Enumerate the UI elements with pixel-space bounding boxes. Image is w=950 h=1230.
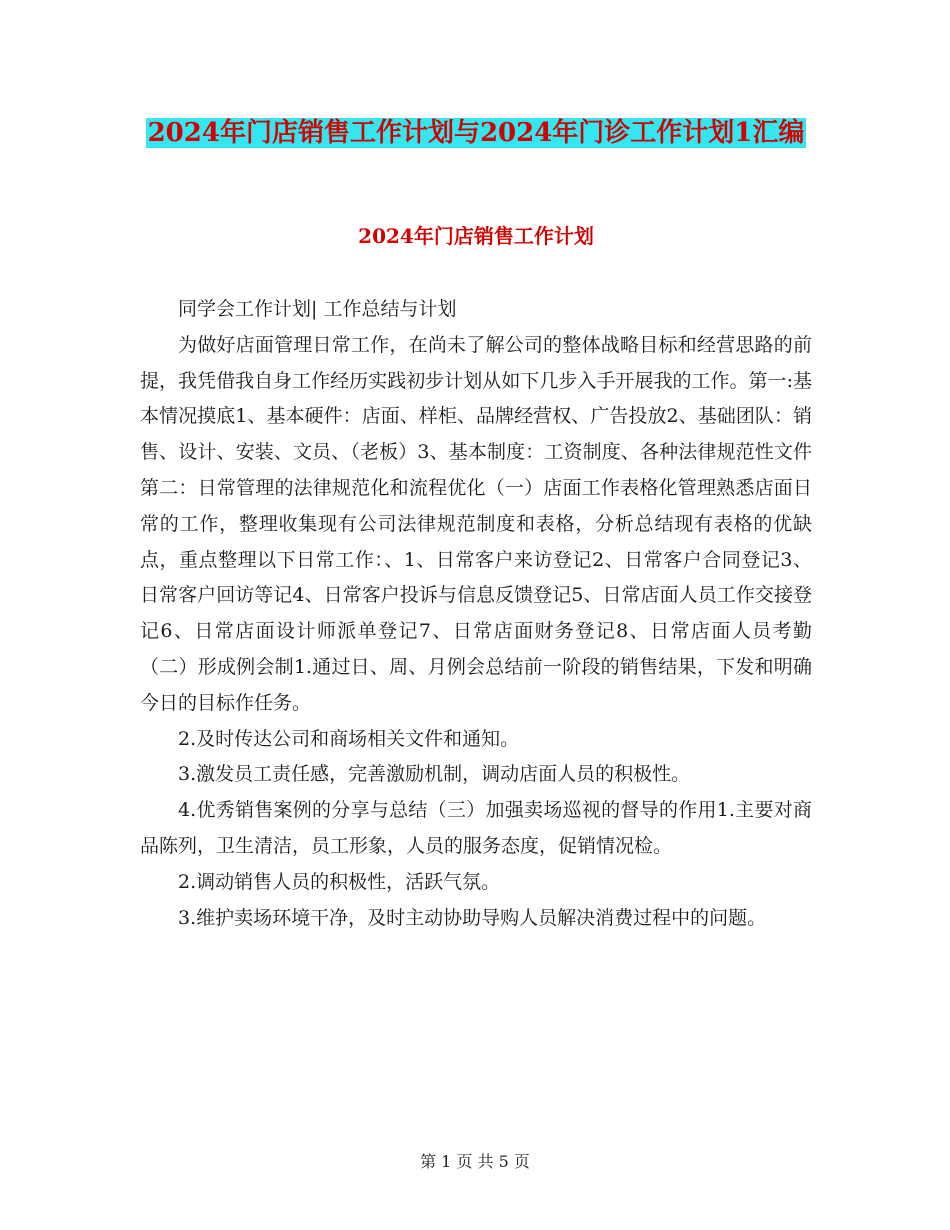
- document-body: [140, 292, 812, 936]
- paragraph: 为做好店面管理日常工作，在尚未了解公司的整体战略目标和经营思路的前提，我凭借我自身工作经历实践初步计划从如下几步入手开展我的工作。第一:基本情况摸底1、基本硬件：店面、样柜、品牌经营权、广告投放2、基础团队：销售、设计、安装、文员、（老板）3、基本制度：工资制度、各种法律规范性文件第二：日常管理的法律规范化和流程优化（一）店面工作表格化管理熟悉店面日常的工作，整理收集现有公司法律规范制度和表格，分析总结现有表格的优缺点，重点整理以下日常工作：、1、日常客户来访登记2、日常客户合同登记3、日常客户回访等记4、日常客户投诉与信息反馈登记5、日常店面人员工作交接登记6、日常店面设计师派单登记7、日常店面财务登记8、日常店面人员考勤（二）形成例会制1.通过日、周、月例会总结前一阶段的销售结果，下发和明确今日的目标作任务。: [140, 333, 812, 714]
- paragraph: 3.激发员工责任感，完善激励机制，调动店面人员的积极性。: [178, 763, 691, 786]
- document-title: [140, 113, 812, 154]
- page-footer: 第 1 页 共 5 页: [420, 1152, 530, 1171]
- paragraph: 2.及时传达公司和商场相关文件和通知。: [178, 727, 520, 750]
- title-highlight: 2024年门店销售工作计划与2024年门诊工作计划1汇编: [147, 118, 805, 148]
- paragraph: 3.维护卖场环境干净，及时主动协助导购人员解决消费过程中的问题。: [178, 906, 767, 929]
- paragraph: 4.优秀销售案例的分享与总结（三）加强卖场巡视的督导的作用1.主要对商品陈列，卫生清洁，员工形象，人员的服务态度，促销情况检。: [140, 799, 812, 857]
- paragraph: 2.调动销售人员的积极性，活跃气氛。: [178, 870, 501, 893]
- section-title: 2024年门店销售工作计划: [358, 224, 594, 248]
- paragraph-subtitle: 同学会工作计划| 工作总结与计划: [178, 298, 457, 320]
